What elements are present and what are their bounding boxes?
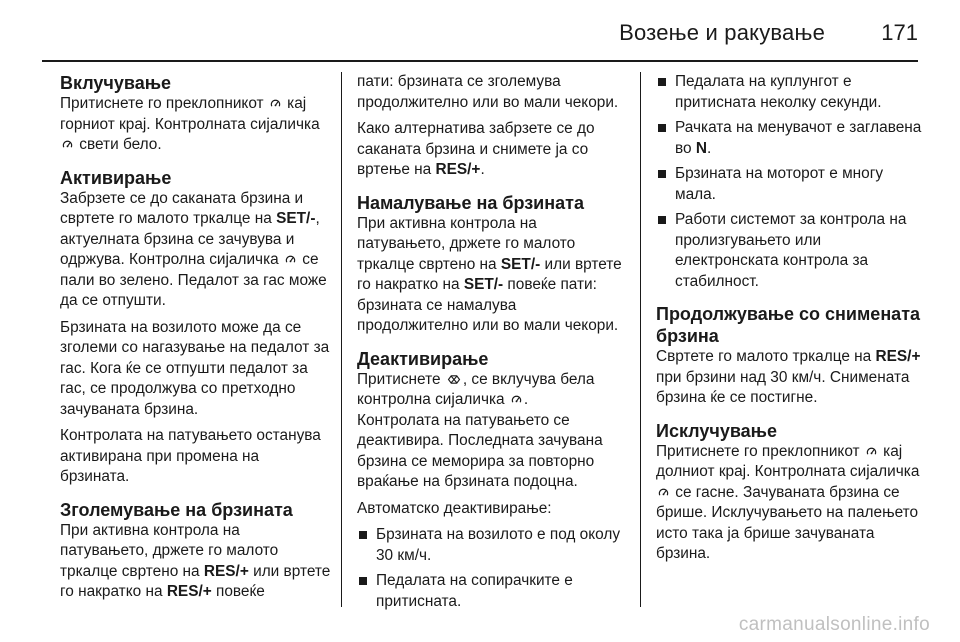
header-rule bbox=[42, 60, 918, 62]
section-deactivation bbox=[357, 348, 629, 613]
list-item bbox=[357, 525, 629, 566]
cruise-control-icon bbox=[285, 254, 296, 265]
cruise-control-icon bbox=[511, 394, 522, 405]
control-label: RES/+ bbox=[435, 161, 481, 178]
section-resume-speed bbox=[656, 303, 928, 409]
column-divider bbox=[341, 72, 342, 607]
text: При активна контрола на патувањето, држете го малото тркалце свртено на bbox=[60, 521, 279, 580]
paragraph bbox=[357, 214, 629, 337]
text: Педалата на сопирачките е притисната. bbox=[376, 572, 573, 610]
paragraph bbox=[60, 94, 332, 156]
paragraph bbox=[656, 442, 928, 565]
bullet-marker bbox=[658, 170, 666, 178]
page-header bbox=[0, 0, 960, 62]
section-increase-speed bbox=[60, 499, 332, 603]
paragraph: пати: брзината се зголемува продолжително или во мали чекори. bbox=[357, 73, 619, 111]
column-3 bbox=[656, 72, 928, 576]
text: , актуелната брзина се зачувува и одржува. Контролна сијаличка bbox=[60, 210, 320, 268]
text: Свртете го малото тркалце на bbox=[656, 348, 876, 365]
text: при брзини над 30 км/ч. Снимената брзина ќе се постигне. bbox=[656, 368, 910, 406]
list-item bbox=[656, 210, 928, 292]
text: Работи системот за контрола на пролизгувањето или електронската контрола за стабилност. bbox=[675, 211, 907, 290]
column-1 bbox=[60, 72, 332, 614]
cruise-control-icon bbox=[270, 98, 281, 109]
section-heading: Намалување на брзината bbox=[357, 192, 584, 213]
text: . bbox=[480, 161, 485, 178]
list-item bbox=[656, 72, 928, 113]
cruise-control-icon bbox=[866, 446, 877, 457]
section-switch-off bbox=[656, 420, 928, 565]
paragraph: Брзината на возилото може да се зголеми со нагазување на педалот за гас. Кога ќе се отпушти педалот за гас, се продолжува со претходно зачуваната брзина. bbox=[60, 318, 330, 418]
bullet-list bbox=[656, 72, 928, 292]
text: или вртете го накратко на bbox=[357, 255, 622, 293]
text: се гасне. Зачуваната брзина се брише. Исклучувањето на палењето исто така ја брише зачуваната брзина. bbox=[656, 483, 919, 562]
section-activation bbox=[60, 167, 332, 488]
control-label: N bbox=[695, 139, 707, 157]
text: Притиснете го преклопникот bbox=[60, 95, 268, 112]
text: , се вклучува бела контролна сијаличка bbox=[357, 370, 595, 408]
cruise-control-icon bbox=[62, 139, 73, 150]
text: Притиснете bbox=[357, 370, 445, 388]
paragraph: Контролата на патувањето се деактивира. Последната зачувана брзина се меморира за повторно враќање на брзината подоцна. bbox=[357, 411, 603, 490]
text: . bbox=[523, 391, 529, 408]
text: Рачката на менувачот е заглавена во bbox=[675, 119, 922, 157]
paragraph bbox=[60, 189, 332, 312]
watermark: carmanualsonline.info bbox=[738, 614, 930, 635]
text: повеќе bbox=[211, 583, 265, 600]
page-title: Возење и ракување bbox=[619, 20, 825, 45]
bullet-marker bbox=[359, 531, 367, 539]
paragraph bbox=[357, 370, 629, 411]
text: се пали во зелено. Педалот за гас може да се отпушти. bbox=[60, 251, 327, 309]
text: свети бело. bbox=[75, 136, 162, 153]
text: или вртете го накратко на bbox=[60, 562, 331, 600]
section-decrease-speed bbox=[357, 192, 629, 337]
paragraph bbox=[656, 347, 928, 409]
section-heading: Вклучување bbox=[60, 73, 172, 93]
bullet-marker bbox=[658, 78, 666, 86]
control-label: RES/+ bbox=[166, 583, 212, 600]
section-heading: Активирање bbox=[60, 167, 172, 188]
section-heading: Исклучување bbox=[656, 420, 778, 441]
text: Брзината на возилото е под околу 30 км/ч. bbox=[376, 526, 621, 564]
bullet-marker bbox=[658, 216, 666, 224]
text: кај долниот крај. Контролната сијаличка bbox=[656, 442, 920, 480]
list-item bbox=[357, 571, 629, 612]
control-label: SET/- bbox=[276, 210, 316, 227]
text: . bbox=[706, 139, 712, 157]
bullet-marker bbox=[658, 124, 666, 132]
paragraph bbox=[357, 119, 629, 181]
text: Како алтернатива забрзете се до саканата брзина и снимете ја со вртење на bbox=[357, 120, 595, 178]
paragraph: Автоматско деактивирање: bbox=[357, 499, 552, 517]
cruise-control-icon bbox=[658, 487, 669, 498]
text: Притиснете го преклопникот bbox=[656, 442, 864, 460]
page-number: 171 bbox=[881, 20, 918, 45]
text: Педалата на куплунгот е притисната неколку секунди. bbox=[675, 73, 882, 111]
text: Брзината на моторот е многу мала. bbox=[675, 165, 884, 203]
control-label: SET/- bbox=[463, 276, 504, 293]
section-heading: Зголемување на брзината bbox=[60, 499, 293, 520]
control-label: RES/+ bbox=[875, 348, 921, 365]
column-2 bbox=[357, 72, 629, 623]
cancel-icon bbox=[447, 374, 461, 385]
text: кај горниот крај. Контролната сијаличка bbox=[60, 95, 320, 133]
section-heading: Деактивирање bbox=[357, 348, 489, 369]
bullet-list bbox=[357, 525, 629, 612]
section-heading: Продолжување со снимената брзина bbox=[656, 304, 921, 346]
text: Забрзете се до саканата брзина и свртете го малото тркалце на bbox=[60, 189, 304, 227]
control-label: RES/+ bbox=[203, 562, 249, 580]
list-item bbox=[656, 118, 928, 159]
bullet-marker bbox=[359, 577, 367, 585]
paragraph: Контролата на патувањето останува активирана при промена на брзината. bbox=[60, 427, 321, 485]
text: При активна контрола на патувањето, држете го малото тркалце свртено на bbox=[357, 214, 576, 273]
column-divider bbox=[640, 72, 641, 607]
text: повеќе пати: брзината се намалува продолжително или во мали чекори. bbox=[357, 276, 619, 334]
control-label: SET/- bbox=[500, 255, 541, 273]
list-item bbox=[656, 164, 928, 205]
paragraph bbox=[60, 521, 332, 603]
section-switch-on bbox=[60, 72, 332, 156]
